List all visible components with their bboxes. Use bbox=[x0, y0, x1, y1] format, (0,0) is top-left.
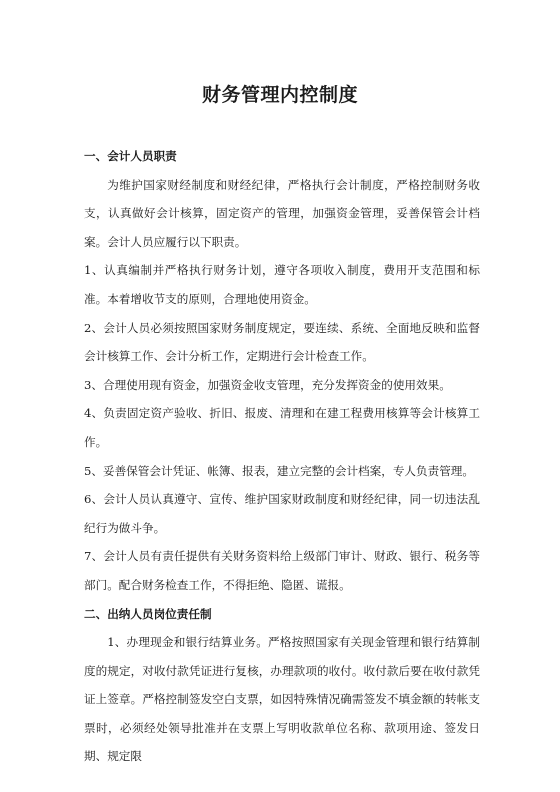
paragraph: 为维护国家财经制度和财经纪律，严格执行会计制度，严格控制财务收支，认真做好会计核算，固定资产的管理，加强资金管理，妥善保管会计档案。会计人员应履行以下职责。 bbox=[84, 177, 480, 249]
list-item: 3、合理使用现有资金，加强资金收支管理，充分发挥资金的使用效果。 bbox=[84, 377, 451, 392]
list-item: 4、负责固定资产验收、折旧、报废、清理和在建工程费用核算等会计核算工作。 bbox=[84, 406, 480, 449]
list-item: 1、认真编制并严格执行财务计划，遵守各项收入制度，费用开支范围和标准。本着增收节支的原则，合理地使用资金。 bbox=[84, 263, 480, 306]
section-heading: 一、会计人员职责 bbox=[84, 149, 177, 163]
section-heading: 二、出纳人员岗位责任制 bbox=[84, 606, 212, 621]
list-item: 2、会计人员必须按照国家财务制度规定，要连续、系统、全面地反映和监督会计核算工作、会计分析工作，定期进行会计检查工作。 bbox=[84, 320, 480, 364]
list-item: 6、会计人员认真遵守、宣传、维护国家财政制度和财经纪律，同一切违法乱纪行为做斗争。 bbox=[84, 492, 480, 535]
list-item: 7、会计人员有责任提供有关财务资料给上级部门审计、财政、银行、税务等部门。配合财务检查工作，不得拒绝、隐匿、谎报。 bbox=[84, 549, 480, 592]
document-title: 财务管理内控制度 bbox=[201, 84, 358, 106]
paragraph: 1、办理现金和银行结算业务。严格按照国家有关现金管理和银行结算制度的规定，对收付款凭证进行复核，办理款项的收付。收付款后要在收付款凭证上签章。严格控制签发空白支票，如因特殊情况确需签发不填金额的转帐支票时，必须经处领导批准并在支票上写明收款单位名称、款项用途、签发日期、规定限 bbox=[84, 635, 480, 764]
document-body bbox=[84, 142, 480, 771]
list-item: 5、妥善保管会计凭证、帐簿、报表，建立完整的会计档案，专人负责管理。 bbox=[84, 463, 474, 478]
